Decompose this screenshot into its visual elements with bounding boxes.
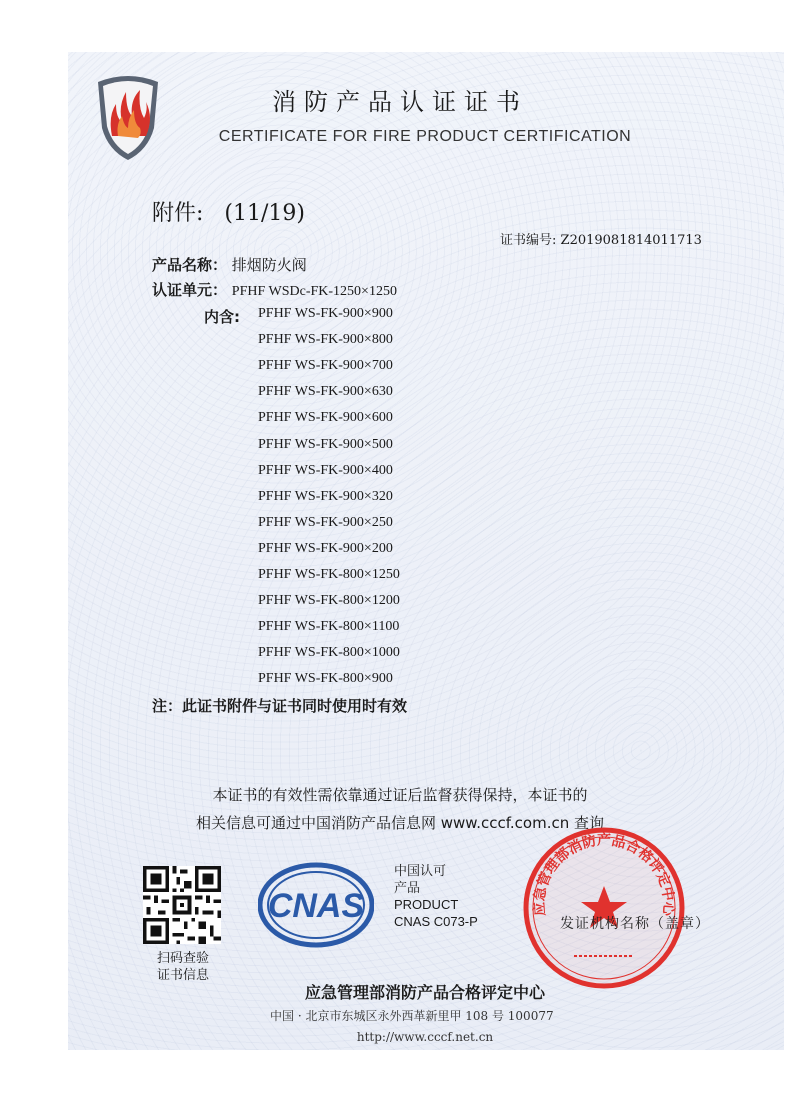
certificate-title-en: CERTIFICATE FOR FIRE PRODUCT CERTIFICATION xyxy=(218,128,632,145)
qr-caption-line-1: 扫码查验 xyxy=(156,951,209,966)
model-item: PFHF WS-FK-800×1000 xyxy=(258,645,400,661)
cnas-line-4: CNAS C073-P xyxy=(394,914,478,929)
cnas-logo-icon xyxy=(258,862,374,948)
model-item: PFHF WS-FK-900×900 xyxy=(258,306,393,321)
cnas-accreditation-text xyxy=(394,862,478,930)
model-item: PFHF WS-FK-900×500 xyxy=(258,436,393,452)
model-item: PFHF WS-FK-900×400 xyxy=(258,462,393,478)
model-item: PFHF WS-FK-900×700 xyxy=(258,358,393,374)
certificate-number-label: 证书编号: xyxy=(500,233,557,248)
validity-note: 注：此证书附件与证书同时使用时有效 xyxy=(152,697,408,715)
qr-caption-line-2: 证书信息 xyxy=(156,968,209,983)
model-item: PFHF WS-FK-900×630 xyxy=(258,384,393,400)
organization-address: 中国 · 北京市东城区永外西革新里甲 108 号 100077 xyxy=(270,1009,554,1023)
seal-text: 应急管理部消防产品合格评定中心 xyxy=(531,832,677,917)
qr-code-icon[interactable] xyxy=(143,866,221,944)
certificate-number xyxy=(500,229,702,248)
model-item: PFHF WS-FK-800×900 xyxy=(258,671,393,687)
includes-label: 内含: xyxy=(204,308,240,326)
cnas-logo-text: CNAS xyxy=(267,887,365,925)
product-name-field xyxy=(152,254,307,275)
model-item: PFHF WS-FK-800×1200 xyxy=(258,593,400,609)
issuing-organization: 应急管理部消防产品合格评定中心 xyxy=(304,983,545,1002)
issuer-label: 发证机构名称（盖章） xyxy=(560,916,710,932)
cnas-line-3: PRODUCT xyxy=(394,897,459,912)
organization-website-link[interactable]: http://www.cccf.net.cn xyxy=(356,1030,494,1044)
cert-unit-label: 认证单元： xyxy=(152,281,228,299)
product-name-label: 产品名称： xyxy=(152,256,228,274)
model-item: PFHF WS-FK-900×320 xyxy=(258,488,393,504)
model-item: PFHF WS-FK-900×800 xyxy=(258,332,393,348)
validity-line-1: 本证书的有效性需依靠通过证后监督获得保持，本证书的 xyxy=(212,786,588,804)
model-item: PFHF WS-FK-900×250 xyxy=(258,514,393,530)
attachment-page xyxy=(152,196,305,227)
attachment-label: 附件: xyxy=(152,201,204,226)
attachment-page-number: (11/19) xyxy=(224,201,305,226)
official-seal-icon xyxy=(520,824,688,992)
product-name-value: 排烟防火阀 xyxy=(231,256,307,274)
qr-caption xyxy=(150,950,216,984)
certificate-title-cn: 消防产品认证证书 xyxy=(272,88,528,116)
cert-unit-value: PFHF WSDc-FK-1250×1250 xyxy=(231,284,397,299)
model-item: PFHF WS-FK-800×1100 xyxy=(258,619,400,635)
cnas-line-2: 产品 xyxy=(394,880,421,895)
model-item: PFHF WS-FK-900×600 xyxy=(258,410,393,426)
model-item: PFHF WS-FK-900×200 xyxy=(258,540,393,556)
model-item: PFHF WS-FK-800×1250 xyxy=(258,567,400,582)
validity-line-2: 相关信息可通过中国消防产品信息网 www.cccf.com.cn 查询 xyxy=(196,814,604,832)
certificate-number-value: Z2019081814011713 xyxy=(560,233,702,248)
cnas-line-1: 中国认可 xyxy=(394,863,447,878)
cert-unit-field xyxy=(152,279,397,300)
